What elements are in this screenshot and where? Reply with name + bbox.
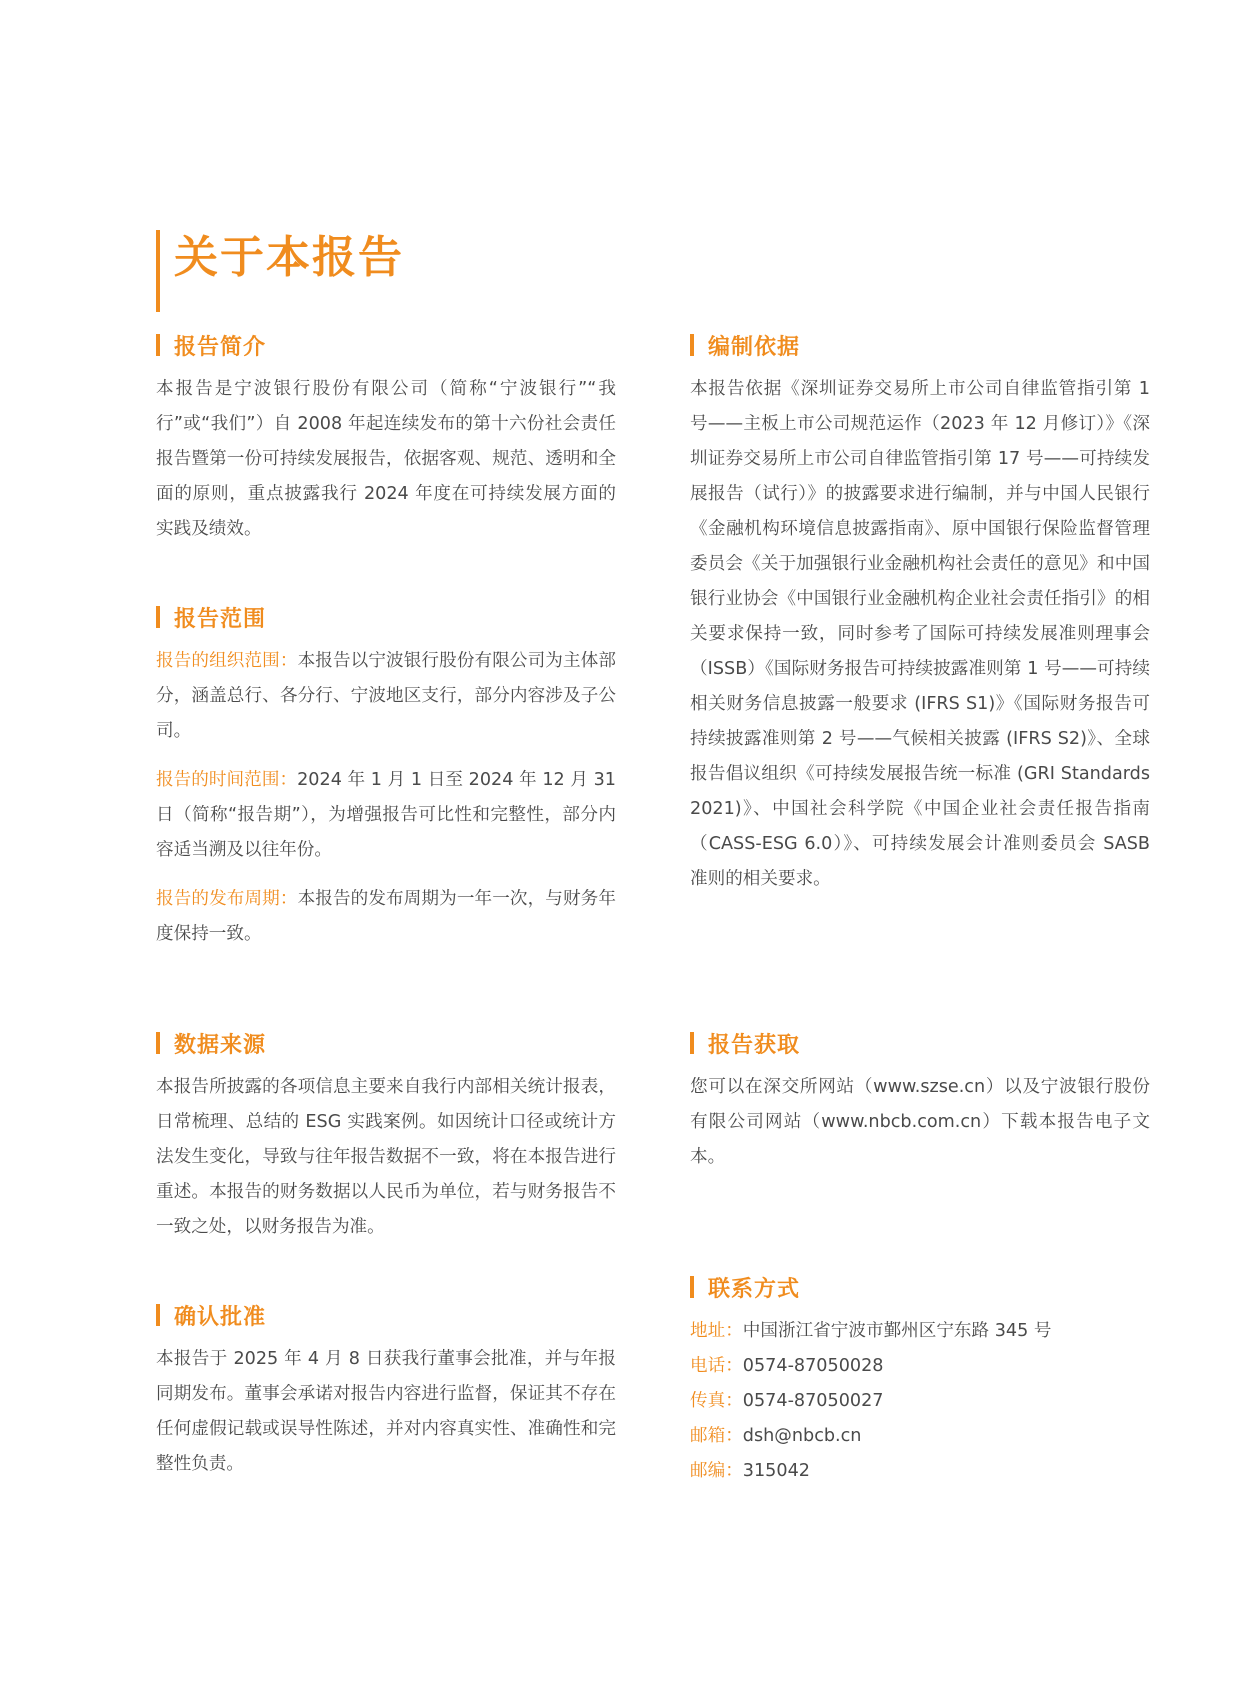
- scope-cycle: [156, 882, 616, 952]
- section-title: 数据来源: [174, 1032, 267, 1058]
- section-title: 报告简介: [174, 334, 267, 360]
- section-access: [690, 1028, 1150, 1175]
- scope-organization: [156, 644, 616, 749]
- section-text: 您可以在深交所网站（www.szse.cn）以及宁波银行股份有限公司网站（www.nbcb.com.cn）下载本报告电子文本。: [690, 1077, 1150, 1167]
- section-title: 编制依据: [708, 334, 801, 360]
- scope-label: 报告的组织范围：: [156, 651, 298, 671]
- section-basis: [690, 330, 1150, 897]
- section-header: [690, 1272, 1150, 1302]
- section-title: 联系方式: [708, 1276, 801, 1302]
- contact-fax: [690, 1384, 1150, 1419]
- scope-text: 本报告的发布周期为一年一次，与财务年度保持一致。: [156, 889, 616, 944]
- section-marker: [690, 334, 694, 356]
- contact-phone: [690, 1349, 1150, 1384]
- section-title: 确认批准: [174, 1304, 267, 1330]
- contact-value: 315042: [742, 1461, 810, 1481]
- section-header: [690, 1028, 1150, 1058]
- contact-value: 0574-87050027: [742, 1391, 884, 1411]
- section-header: [156, 602, 616, 632]
- contact-value: dsh@nbcb.cn: [742, 1426, 862, 1446]
- scope-text: 本报告以宁波银行股份有限公司为主体部分，涵盖总行、各分行、宁波地区支行，部分内容涉及子公司。: [156, 651, 616, 741]
- section-text: 本报告是宁波银行股份有限公司（简称“宁波银行”“我行”或“我们”）自 2008 年起连续发布的第十六份社会责任报告暨第一份可持续发展报告，依据客观、规范、透明和全面的原则，重点披露我行 2024 年度在可持续发展方面的实践及绩效。: [156, 379, 616, 539]
- contact-label: 邮箱：: [690, 1426, 743, 1446]
- section-title: 报告获取: [708, 1032, 801, 1058]
- scope-text: 2024 年 1 月 1 日至 2024 年 12 月 31 日（简称“报告期”），为增强报告可比性和完整性，部分内容适当溯及以往年份。: [156, 770, 616, 860]
- section-header: [156, 330, 616, 360]
- scope-label: 报告的发布周期：: [156, 889, 298, 909]
- contact-label: 传真：: [690, 1391, 743, 1411]
- scope-time: [156, 763, 616, 868]
- section-marker: [690, 1276, 694, 1298]
- section-text: 本报告于 2025 年 4 月 8 日获我行董事会批准，并与年报同期发布。董事会承诺对报告内容进行监督，保证其不存在任何虚假记载或误导性陈述，并对内容真实性、准确性和完整性负责。: [156, 1349, 616, 1474]
- section-data-source: [156, 1028, 616, 1245]
- section-contact: [690, 1272, 1150, 1489]
- contact-address: [690, 1314, 1150, 1349]
- section-title: 报告范围: [174, 606, 267, 632]
- section-approval: [156, 1300, 616, 1482]
- section-header: [690, 330, 1150, 360]
- contact-label: 邮编：: [690, 1461, 743, 1481]
- contact-label: 电话：: [690, 1356, 743, 1376]
- section-text: 本报告依据《深圳证券交易所上市公司自律监管指引第 1 号——主板上市公司规范运作（2023 年 12 月修订）》《深圳证券交易所上市公司自律监管指引第 17 号——可持续发展报告（试行）》的披露要求进行编制，并与中国人民银行《金融机构环境信息披露指南》、原中国银行保险监督管理委员会《关于加强银行业金融机构社会责任的意见》和中国银行业协会《中国银行业金融机构企业社会责任指引》的相关要求保持一致，同时参考了国际可持续发展准则理事会（ISSB）《国际财务报告可持续披露准则第 1 号——可持续相关财务信息披露一般要求 (IFRS S1)》《国际财务报告可持续披露准则第 2 号——气候相关披露 (IFRS S2)》、全球报告倡议组织《可持续发展报告统一标准 (GRI Standards 2021)》、中国社会科学院《中国企业社会责任报告指南（CASS-ESG 6.0）》、可持续发展会计准则委员会 SASB 准则的相关要求。: [690, 379, 1150, 889]
- section-header: [156, 1028, 616, 1058]
- contact-value: 中国浙江省宁波市鄞州区宁东路 345 号: [742, 1321, 1052, 1341]
- section-header: [156, 1300, 616, 1330]
- page-title: 关于本报告: [174, 232, 404, 283]
- section-marker: [156, 606, 160, 628]
- section-marker: [156, 334, 160, 356]
- contact-email: [690, 1419, 1150, 1454]
- section-marker: [156, 1304, 160, 1326]
- scope-label: 报告的时间范围：: [156, 770, 298, 790]
- title-accent-bar: [156, 230, 160, 312]
- contact-label: 地址：: [690, 1321, 743, 1341]
- section-intro: [156, 330, 616, 547]
- contact-value: 0574-87050028: [742, 1356, 884, 1376]
- section-marker: [690, 1032, 694, 1054]
- section-marker: [156, 1032, 160, 1054]
- section-text: 本报告所披露的各项信息主要来自我行内部相关统计报表，日常梳理、总结的 ESG 实践案例。如因统计口径或统计方法发生变化，导致与往年报告数据不一致，将在本报告进行重述。本报告的财务数据以人民币为单位，若与财务报告不一致之处，以财务报告为准。: [156, 1077, 616, 1237]
- section-scope: [156, 602, 616, 952]
- contact-postcode: [690, 1454, 1150, 1489]
